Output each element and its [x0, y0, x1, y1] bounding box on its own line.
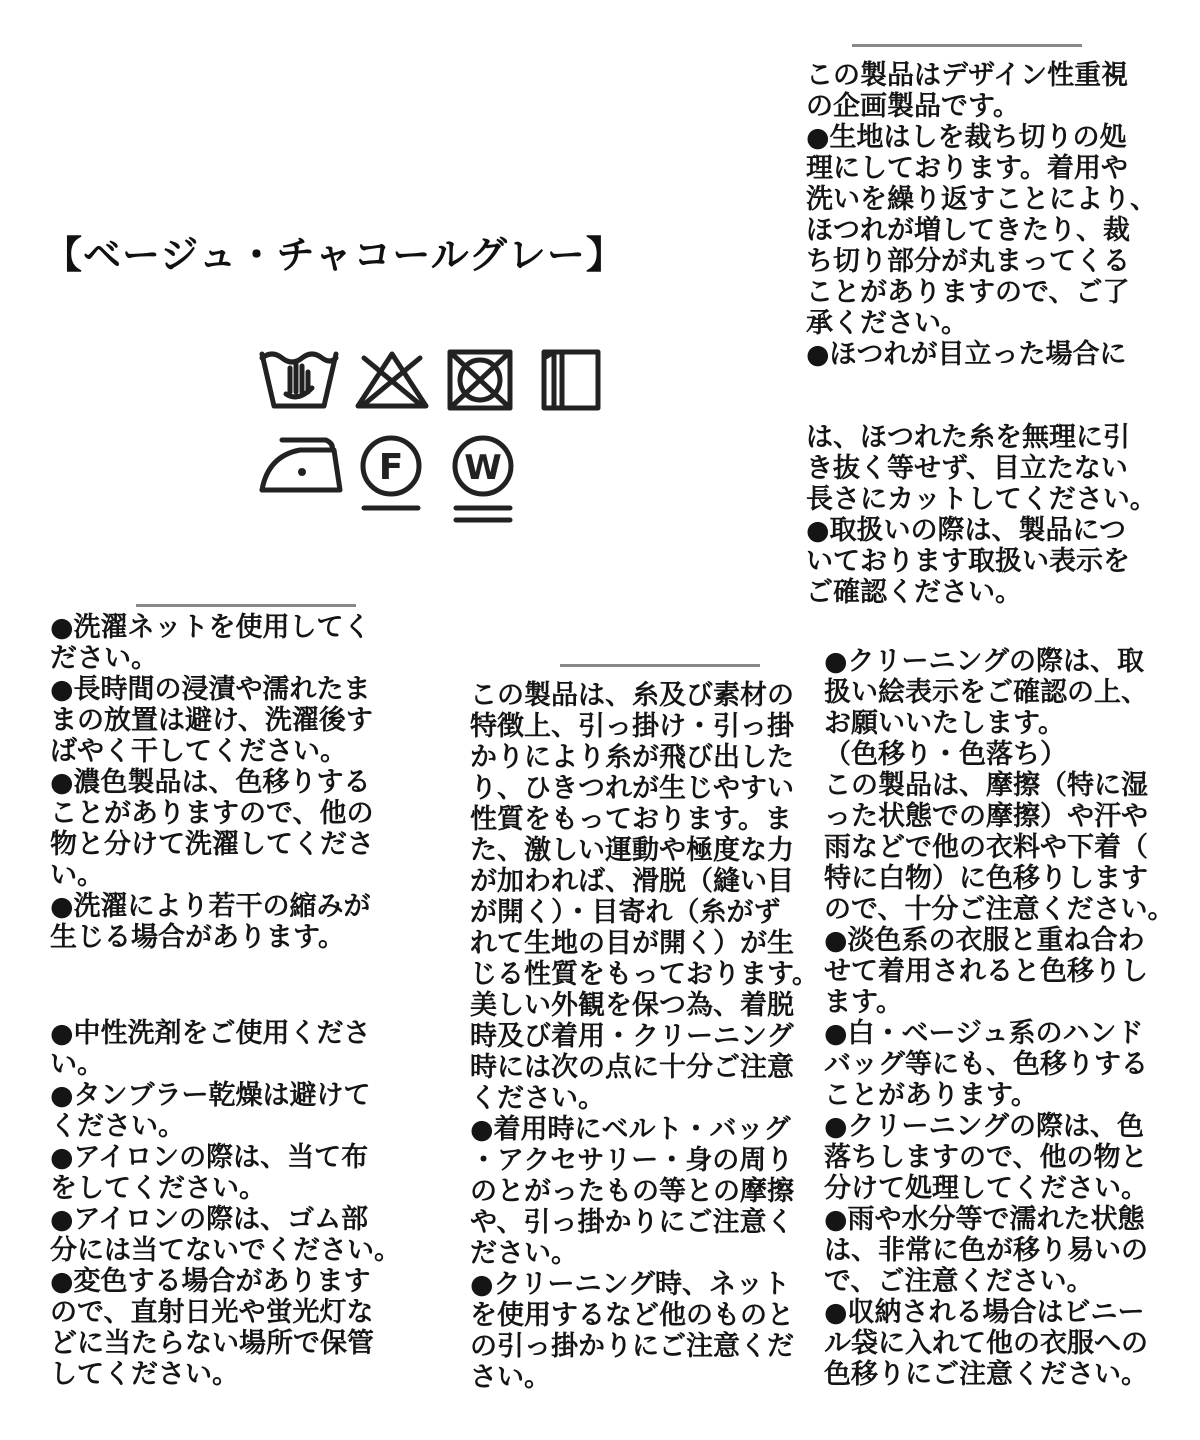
- care-notes-bottom-left-1: [50, 612, 374, 953]
- color-variant-title: 【ベージュ・チャコールグレー】: [44, 233, 625, 277]
- text-line: ●クリーニング時、ネット: [470, 1269, 791, 1300]
- wet-clean-letter: W: [464, 448, 502, 488]
- text-line: った状態での摩擦）や汗や: [824, 801, 1148, 832]
- text-line: ださい。: [50, 643, 158, 674]
- no-bleach-icon: [350, 344, 434, 414]
- text-line: してください。: [50, 1359, 239, 1390]
- care-notes-top-right-1: [806, 60, 1157, 370]
- text-line: 分けて処理してください。: [824, 1173, 1148, 1204]
- text-line: ●クリーニングの際は、色: [824, 1111, 1145, 1142]
- text-line: 洗いを繰り返すことにより、: [806, 184, 1157, 215]
- care-notes-bottom-middle: [470, 680, 819, 1393]
- text-line: 雨などで他の衣料や下着（: [824, 832, 1148, 863]
- text-line: 理にしております。着用や: [806, 153, 1128, 184]
- no-tumble-dry-icon: [442, 344, 520, 414]
- text-line: さい。: [470, 1362, 551, 1393]
- text-line: ので、十分ご注意ください。: [824, 894, 1175, 925]
- text-line: は、ほつれた糸を無理に引: [806, 422, 1130, 453]
- text-line: まの放置は避け、洗濯後す: [50, 705, 373, 736]
- hand-wash-icon: [256, 344, 342, 414]
- text-line: 落ちしますので、他の物と: [824, 1142, 1148, 1173]
- text-line: ●長時間の浸漬や濡れたま: [50, 674, 371, 705]
- text-line: この製品はデザイン性重視: [806, 60, 1129, 91]
- text-line: ●洗濯ネットを使用してく: [50, 612, 371, 643]
- text-line: い。: [50, 1049, 104, 1080]
- text-line: り、ひきつれが生じやすい: [470, 773, 794, 804]
- text-line: ことがあります。: [824, 1080, 1038, 1111]
- text-line: 性質をもっております。ま: [470, 804, 792, 835]
- text-line: ほつれが増してきたり、裁: [806, 215, 1130, 246]
- text-line: が加われば、滑脱（縫い目: [470, 866, 794, 897]
- text-line: のとがったもの等との摩擦: [470, 1176, 794, 1207]
- text-line: ●タンブラー乾燥は避けて: [50, 1080, 371, 1111]
- text-line: 長さにカットしてください。: [806, 484, 1157, 515]
- text-line: ので、直射日光や蛍光灯な: [50, 1297, 374, 1328]
- text-line: ●白・ベージュ系のハンド: [824, 1018, 1144, 1049]
- text-line: この製品は、摩擦（特に湿: [824, 770, 1148, 801]
- text-line: 生じる場合があります。: [50, 922, 345, 953]
- text-line: ●着用時にベルト・バッグ: [470, 1114, 791, 1145]
- care-notes-bottom-right: [824, 646, 1174, 1390]
- text-line: をしてください。: [50, 1173, 266, 1204]
- text-line: ●雨や水分等で濡れた状態: [824, 1204, 1145, 1235]
- text-line: た、激しい運動や極度な力: [470, 835, 794, 866]
- text-line: ●ほつれが目立った場合に: [806, 339, 1127, 370]
- text-line: で、ご注意ください。: [824, 1266, 1094, 1297]
- text-line: を使用するなど他のものと: [470, 1300, 794, 1331]
- text-line: ●濃色製品は、色移りする: [50, 767, 371, 798]
- text-line: ●アイロンの際は、ゴム部: [50, 1204, 369, 1235]
- text-line: ください。: [50, 1111, 185, 1142]
- text-line: バッグ等にも、色移りする: [824, 1049, 1148, 1080]
- text-line: かりにより糸が飛び出した: [470, 742, 794, 773]
- text-line: ●クリーニングの際は、取: [824, 646, 1145, 677]
- text-line: ●生地はしを裁ち切りの処: [806, 122, 1127, 153]
- text-line: ●中性洗剤をご使用くださ: [50, 1018, 371, 1049]
- text-line: いております取扱い表示を: [806, 546, 1130, 577]
- text-line: 特に白物）に色移りします: [824, 863, 1148, 894]
- crop-fragment: [560, 664, 760, 667]
- care-symbols: [250, 330, 610, 530]
- text-line: 色移りにご注意ください。: [824, 1359, 1148, 1390]
- text-line: き抜く等せず、目立たない: [806, 453, 1128, 484]
- text-line: じる性質をもっております。: [470, 959, 819, 990]
- text-line: い。: [50, 860, 104, 891]
- text-line: ご確認ください。: [806, 577, 1022, 608]
- text-line: ●変色する場合があります: [50, 1266, 371, 1297]
- text-line: の引っ掛かりにご注意くだ: [470, 1331, 794, 1362]
- iron-low-icon: [254, 430, 350, 500]
- text-line: ル袋に入れて他の衣服への: [824, 1328, 1148, 1359]
- text-line: せて着用されると色移りし: [824, 956, 1148, 987]
- text-line: 美しい外観を保つ為、着脱: [470, 990, 794, 1021]
- text-line: ●取扱いの際は、製品につ: [806, 515, 1127, 546]
- text-line: 物と分けて洗濯してくださ: [50, 829, 374, 860]
- text-line: 扱い絵表示をご確認の上、: [824, 677, 1148, 708]
- text-line: ・アクセサリー・身の周り: [470, 1145, 794, 1176]
- text-line: は、非常に色が移り易いの: [824, 1235, 1148, 1266]
- crop-fragment: [852, 44, 1082, 47]
- crop-fragment: [136, 604, 356, 607]
- text-line: が開く）・目寄れ（糸がず: [470, 897, 781, 928]
- text-line: ください。: [470, 1083, 605, 1114]
- text-line: この製品は、糸及び素材の: [470, 680, 794, 711]
- text-line: の企画製品です。: [806, 91, 1020, 122]
- text-line: お願いいたします。: [824, 708, 1065, 739]
- text-line: ●アイロンの際は、当て布: [50, 1142, 369, 1173]
- dry-clean-letter: F: [378, 447, 404, 488]
- wet-clean-w-icon: [446, 430, 520, 526]
- care-notes-bottom-left-2: [50, 1018, 401, 1390]
- text-line: 時及び着用・クリーニング: [470, 1021, 794, 1052]
- text-line: や、引っ掛かりにご注意く: [470, 1207, 794, 1238]
- text-line: ます。: [824, 987, 903, 1018]
- text-line: ●洗濯により若干の縮みが: [50, 891, 371, 922]
- text-line: 承ください。: [806, 308, 968, 339]
- text-line: 分には当てないでください。: [50, 1235, 401, 1266]
- text-line: どに当たらない場所で保管: [50, 1328, 374, 1359]
- text-line: れて生地の目が開く）が生: [470, 928, 794, 959]
- text-line: ださい。: [470, 1238, 578, 1269]
- text-line: ことがありますので、他の: [50, 798, 374, 829]
- text-line: ばやく干してください。: [50, 736, 347, 767]
- dry-clean-f-icon: [354, 430, 428, 516]
- text-line: ち切り部分が丸まってくる: [806, 246, 1130, 277]
- text-line: （色移り・色落ち）: [824, 739, 1067, 770]
- text-line: 特徴上、引っ掛け・引っ掛: [470, 711, 794, 742]
- care-notes-top-right-2: [806, 422, 1157, 608]
- text-line: ことがありますので、ご了: [806, 277, 1130, 308]
- text-line: ●収納される場合はビニー: [824, 1297, 1145, 1328]
- text-line: 時には次の点に十分ご注意: [470, 1052, 794, 1083]
- text-line: ●淡色系の衣服と重ね合わ: [824, 925, 1145, 956]
- line-dry-icon: [536, 344, 606, 414]
